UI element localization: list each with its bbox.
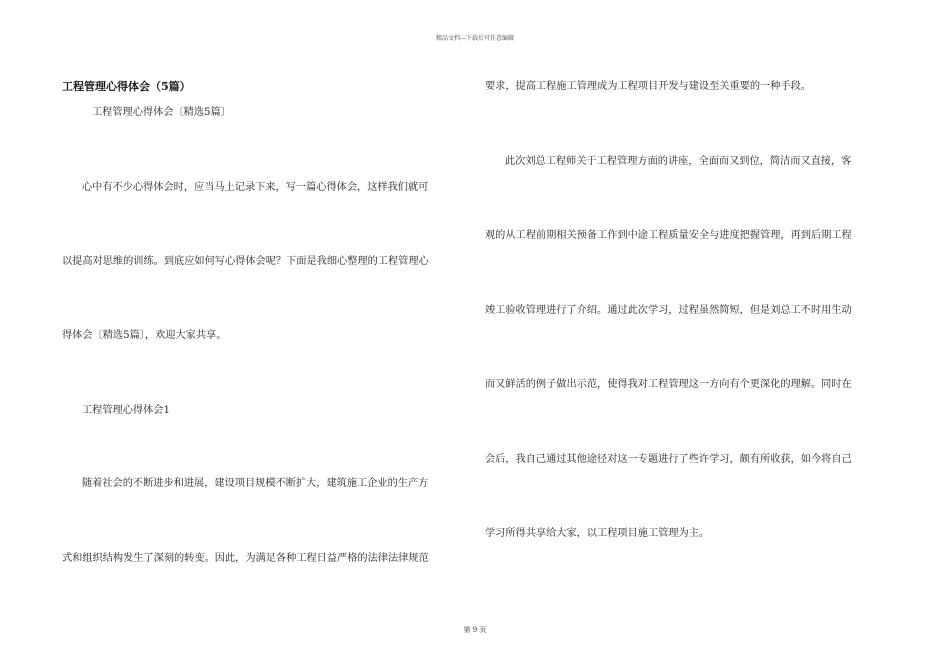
paragraph-line: 以提高对思维的训练。到底应如何写心得体会呢？下面是我细心整理的工程管理心 [62, 256, 429, 267]
document-title: 工程管理心得体会（5篇） [62, 80, 191, 93]
paragraph-line: 式和组织结构发生了深刻的转变。因此，为满足各种工程日益严格的法律法律规范 [62, 553, 429, 564]
paragraph-line: 会后，我自己通过其他途径对这一专题进行了些许学习，颇有所收获，如今将自己 [485, 454, 852, 465]
paragraph-line: 心中有不少心得体会时，应当马上记录下来，写一篇心得体会，这样我们就可 [82, 182, 429, 193]
paragraph-line: 要求，提高工程施工管理成为工程项目开发与建设至关重要的一种手段。 [485, 81, 811, 92]
paragraph-line: 随着社会的不断进步和进展，建设项目规模不断扩大，建筑施工企业的生产方 [82, 478, 429, 489]
paragraph-line: 学习所得共享给大家，以工程项目施工管理为主。 [485, 528, 710, 539]
paragraph-line: 得体会〔精选5篇〕，欢迎大家共享。 [62, 330, 227, 341]
paragraph-line: 而又鲜活的例子做出示范，使得我对工程管理这一方向有个更深化的理解。同时在 [485, 379, 852, 390]
paragraph-line: 观的从工程前期相关预备工作到中途工程质量安全与进度把握管理，再到后期工程 [485, 230, 852, 241]
paragraph-line: 竣工验收管理进行了介绍。通过此次学习，过程虽然简短，但是刘总工不时用生动 [485, 305, 852, 316]
page-number: 第 9 页 [463, 626, 487, 634]
document-subtitle: 工程管理心得体会〔精选5篇〕 [92, 107, 231, 118]
section-heading: 工程管理心得体会1 [82, 405, 170, 416]
paragraph-line: 此次刘总工程师关于工程管理方面的讲座，全面而又到位，简洁而又直接，客 [505, 156, 852, 167]
page-header: 精品文档---下载后可任意编辑 [435, 35, 515, 42]
